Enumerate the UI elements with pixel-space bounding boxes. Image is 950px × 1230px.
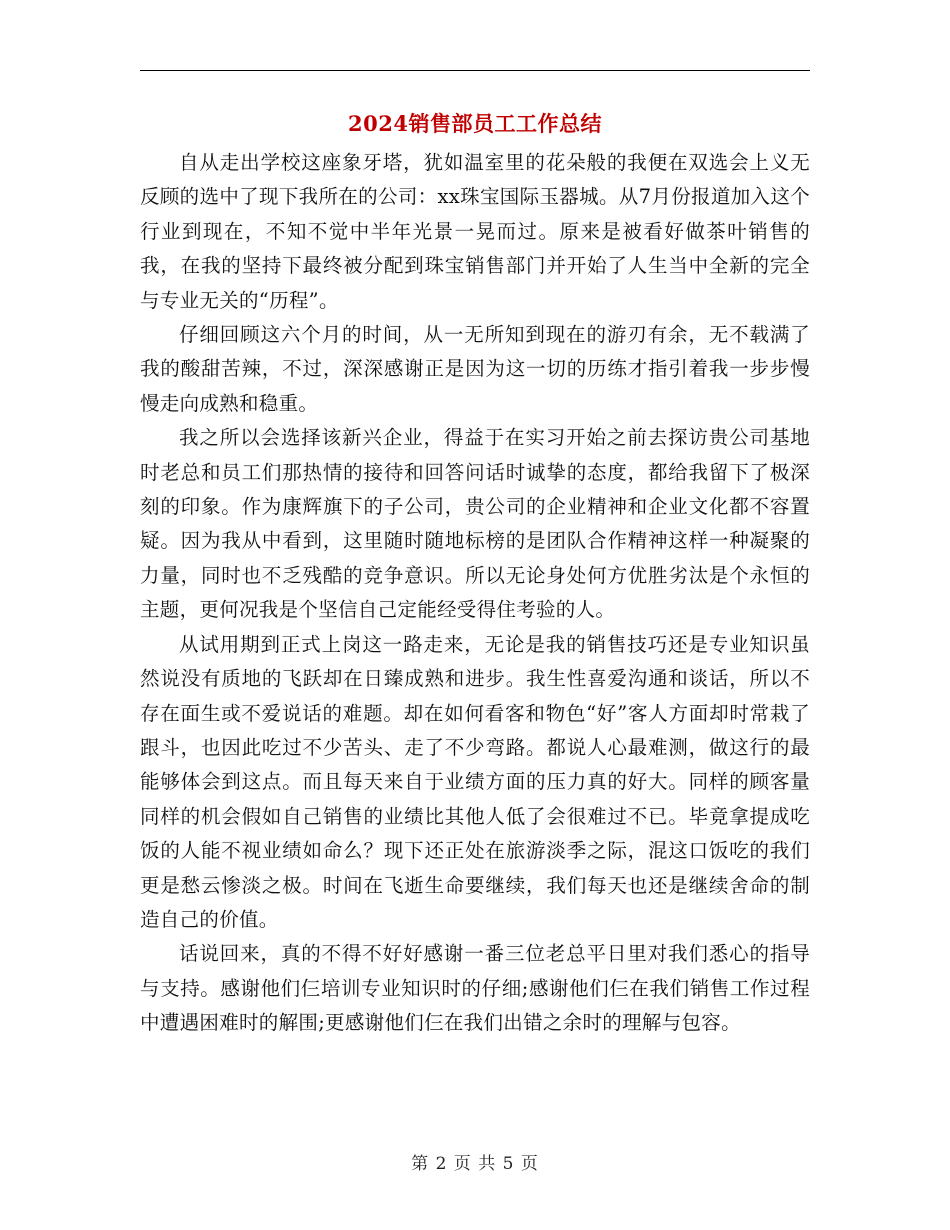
- paragraph-2: 仔细回顾这六个月的时间，从一无所知到现在的游刃有余，无不载满了我的酸甜苦辣，不过，深深感谢正是因为这一切的历练才指引着我一步步慢慢走向成熟和稳重。: [140, 323, 810, 415]
- header-rule: [140, 70, 810, 71]
- paragraph-1: 自从走出学校这座象牙塔，犹如温室里的花朵般的我便在双选会上义无反顾的选中了现下我所在的公司：xx珠宝国际玉器城。从7月份报道加入这个行业到现在，不知不觉中半年光景一晃而过。原来是被看好做茶叶销售的我，在我的坚持下最终被分配到珠宝销售部门并开始了人生当中全新的完全与专业无关的“历程”。: [140, 151, 810, 312]
- paragraph-3: 我之所以会选择该新兴企业，得益于在实习开始之前去探访贵公司基地时老总和员工们那热情的接待和回答问话时诚挚的态度，都给我留下了极深刻的印象。作为康辉旗下的子公司，贵公司的企业精神和企业文化都不容置疑。因为我从中看到，这里随时随地标榜的是团队合作精神这样一种凝聚的力量，同时也不乏残酷的竞争意识。所以无论身处何方优胜劣汰是个永恒的主题，更何况我是个坚信自己定能经受得住考验的人。: [140, 426, 810, 622]
- document-title: 2024销售部员工工作总结: [348, 111, 602, 136]
- document-body: [140, 146, 810, 1041]
- paragraph-4: 从试用期到正式上岗这一路走来，无论是我的销售技巧还是专业知识虽然说没有质地的飞跃却在日臻成熟和进步。我生性喜爱沟通和谈话，所以不存在面生或不爱说话的难题。却在如何看客和物色“好”客人方面却时常栽了跟斗，也因此吃过不少苦头、走了不少弯路。都说人心最难测，做这行的最能够体会到这点。而且每天来自于业绩方面的压力真的好大。同样的顾客量同样的机会假如自己销售的业绩比其他人低了会很难过不已。毕竟拿提成吃饭的人能不视业绩如命么？现下还正处在旅游淡季之际，混这口饭吃的我们更是愁云惨淡之极。时间在飞逝生命要继续，我们每天也还是继续舍命的制造自己的价值。: [140, 632, 810, 931]
- paragraph-5: 话说回来，真的不得不好好感谢一番三位老总平日里对我们悉心的指导与支持。感谢他们仨培训专业知识时的仔细;感谢他们仨在我们销售工作过程中遭遇困难时的解围;更感谢他们仨在我们出错之余时的理解与包容。: [140, 942, 810, 1035]
- page-number: 第 2 页 共 5 页: [411, 1154, 539, 1174]
